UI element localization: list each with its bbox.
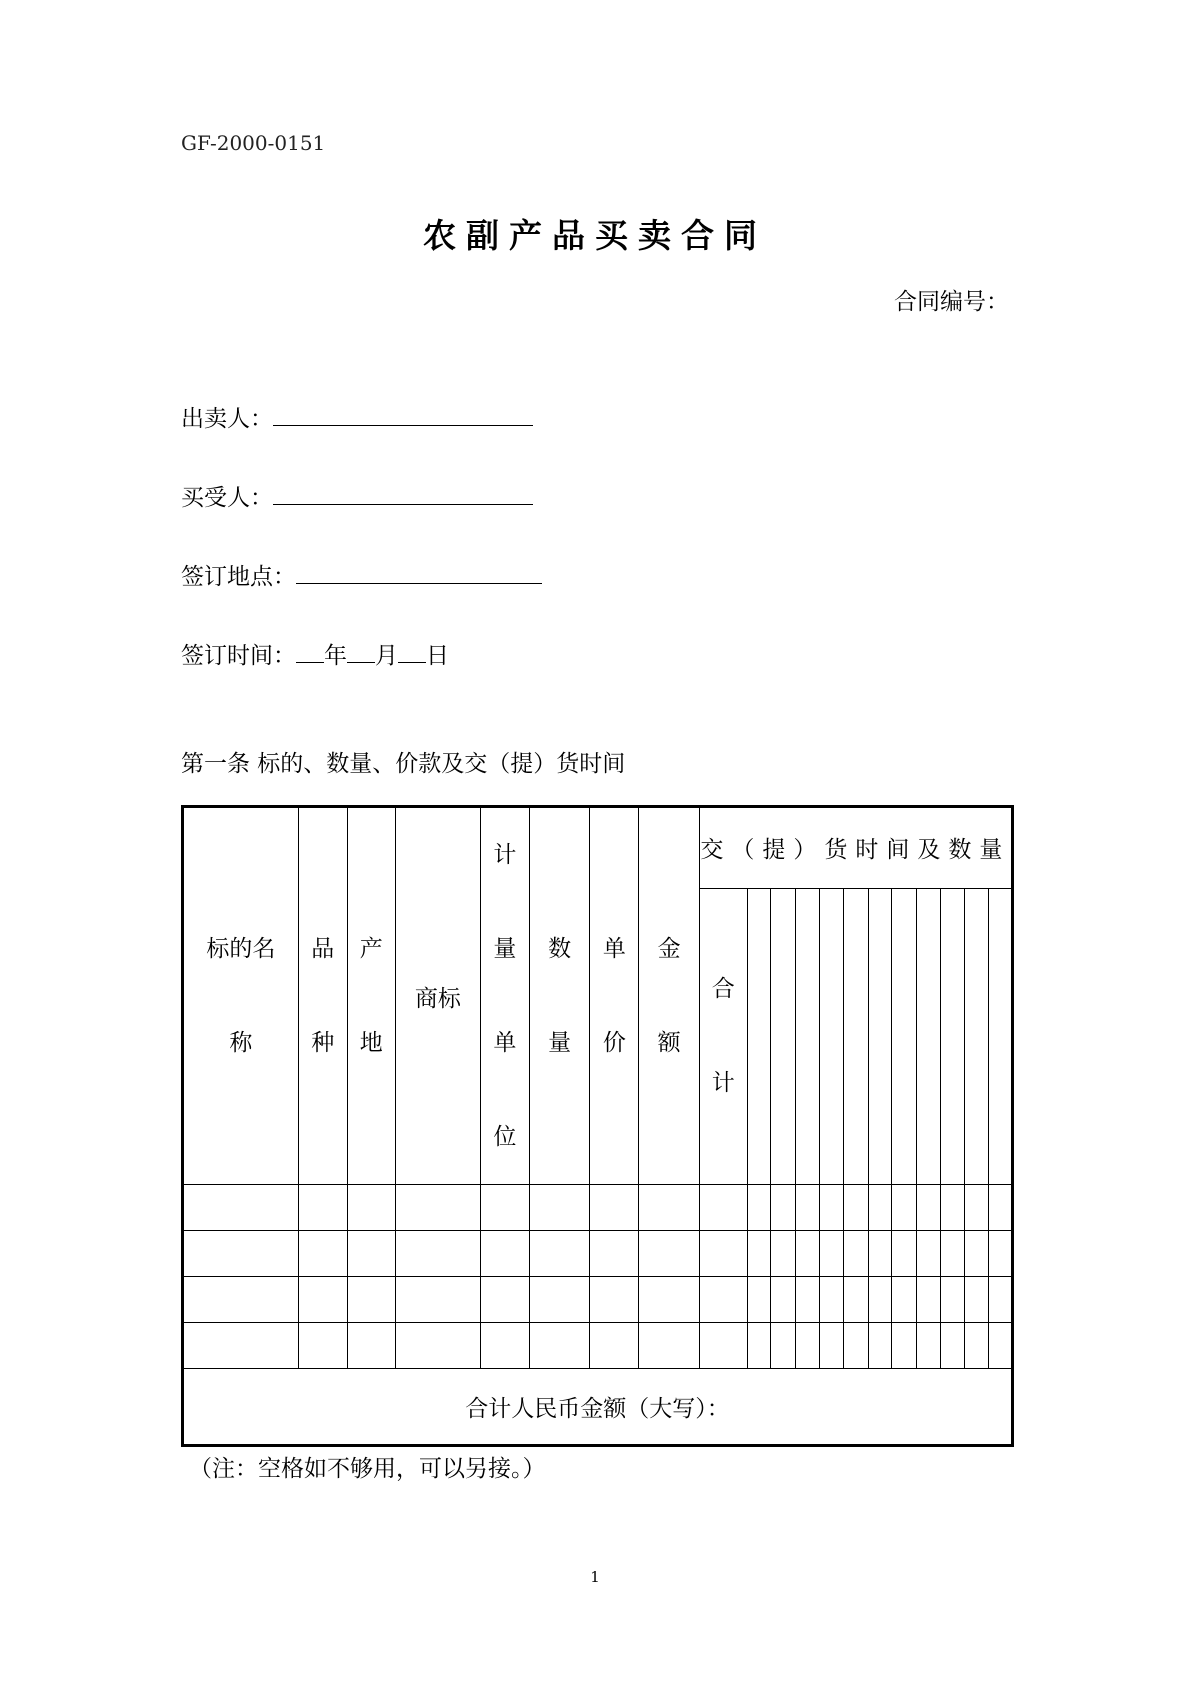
header-variety (298, 807, 347, 1185)
header-unit-price-line1: 单 (602, 936, 626, 962)
table-cell[interactable] (868, 1185, 892, 1231)
header-unit-line4: 位 (493, 1124, 517, 1150)
page-number: 1 (590, 1568, 600, 1586)
table-cell[interactable] (529, 1323, 589, 1369)
table-cell[interactable] (183, 1231, 299, 1277)
day-blank[interactable] (398, 642, 426, 663)
table-cell[interactable] (747, 1323, 771, 1369)
table-cell[interactable] (795, 1185, 820, 1231)
table-cell[interactable] (868, 1277, 892, 1323)
header-item-name-line1: 标的名 (206, 936, 276, 962)
table-cell[interactable] (820, 1185, 844, 1231)
year-label: 年 (324, 643, 347, 669)
table-cell[interactable] (529, 1185, 589, 1231)
table-cell[interactable] (590, 1277, 639, 1323)
month-label: 月 (375, 643, 398, 669)
table-cell[interactable] (298, 1185, 347, 1231)
signing-time-label: 签订时间： (181, 643, 296, 669)
header-delivery-time-quantity: 交（提）货时间及数量 (699, 807, 1012, 889)
table-cell[interactable] (964, 1185, 989, 1231)
table-cell[interactable] (639, 1277, 699, 1323)
table-cell[interactable] (892, 1185, 917, 1231)
header-unit-price (590, 807, 639, 1185)
header-variety-line1: 品 (311, 936, 335, 962)
table-cell[interactable] (795, 1277, 820, 1323)
delivery-sub-col (868, 888, 892, 1184)
header-item-name-line2: 称 (229, 1030, 253, 1056)
table-cell[interactable] (941, 1277, 965, 1323)
table-cell[interactable] (941, 1323, 965, 1369)
table-cell[interactable] (480, 1323, 529, 1369)
seller-label: 出卖人： (181, 406, 273, 432)
header-unit-line1: 计 (493, 842, 517, 868)
table-cell[interactable] (347, 1277, 395, 1323)
table-cell[interactable] (868, 1323, 892, 1369)
table-cell[interactable] (639, 1323, 699, 1369)
signing-place-blank-line[interactable] (296, 563, 542, 584)
table-cell[interactable] (844, 1323, 869, 1369)
delivery-sub-col (820, 888, 844, 1184)
seller-field (181, 400, 533, 433)
day-label: 日 (426, 643, 449, 669)
table-cell[interactable] (916, 1323, 941, 1369)
signing-place-label: 签订地点： (181, 564, 296, 590)
table-cell[interactable] (916, 1277, 941, 1323)
buyer-label: 买受人： (181, 485, 273, 511)
header-total (699, 888, 747, 1184)
table-row (183, 1323, 1013, 1369)
table-cell[interactable] (529, 1277, 589, 1323)
table-cell[interactable] (395, 1231, 480, 1277)
delivery-sub-col (964, 888, 989, 1184)
header-origin-line1: 产 (359, 936, 383, 962)
table-cell[interactable] (347, 1323, 395, 1369)
header-origin (347, 807, 395, 1185)
table-cell[interactable] (771, 1323, 796, 1369)
contract-title: 农副产品买卖合同 (423, 216, 767, 255)
table-cell[interactable] (868, 1231, 892, 1277)
table-cell[interactable] (964, 1323, 989, 1369)
table-cell[interactable] (795, 1231, 820, 1277)
signing-place-field (181, 558, 542, 591)
header-brand: 商标 (395, 807, 480, 1185)
table-cell[interactable] (480, 1277, 529, 1323)
table-cell[interactable] (183, 1185, 299, 1231)
table-cell[interactable] (892, 1323, 917, 1369)
delivery-sub-col (892, 888, 917, 1184)
document-code: GF-2000-0151 (181, 131, 326, 155)
table-cell[interactable] (590, 1323, 639, 1369)
table-cell[interactable] (699, 1277, 747, 1323)
table-cell[interactable] (395, 1185, 480, 1231)
table-row (183, 1231, 1013, 1277)
table-cell[interactable] (941, 1185, 965, 1231)
table-cell[interactable] (989, 1277, 1013, 1323)
table-cell[interactable] (590, 1231, 639, 1277)
table-cell[interactable] (820, 1323, 844, 1369)
table-cell[interactable] (480, 1185, 529, 1231)
table-cell[interactable] (844, 1185, 869, 1231)
table-cell[interactable] (347, 1231, 395, 1277)
year-blank[interactable] (296, 642, 324, 663)
header-unit-price-line2: 价 (602, 1030, 626, 1056)
header-quantity-line2: 量 (548, 1030, 572, 1056)
table-cell[interactable] (892, 1277, 917, 1323)
header-quantity-line1: 数 (548, 936, 572, 962)
header-amount (639, 807, 699, 1185)
table-cell[interactable] (529, 1231, 589, 1277)
table-cell[interactable] (699, 1185, 747, 1231)
delivery-sub-col (941, 888, 965, 1184)
table-cell[interactable] (639, 1185, 699, 1231)
header-item-name (183, 807, 299, 1185)
delivery-sub-col (916, 888, 941, 1184)
table-cell[interactable] (347, 1185, 395, 1231)
table-cell[interactable] (941, 1231, 965, 1277)
header-amount-line2: 额 (657, 1030, 681, 1056)
header-unit-line3: 单 (493, 1030, 517, 1056)
delivery-sub-col (771, 888, 796, 1184)
table-cell[interactable] (964, 1231, 989, 1277)
table-row (183, 1277, 1013, 1323)
table-cell[interactable] (747, 1277, 771, 1323)
table-header-row-1 (183, 807, 1013, 889)
header-origin-line2: 地 (359, 1030, 383, 1056)
header-quantity (529, 807, 589, 1185)
table-cell[interactable] (989, 1231, 1013, 1277)
table-cell[interactable] (298, 1277, 347, 1323)
table-cell[interactable] (771, 1185, 796, 1231)
table-cell[interactable] (480, 1231, 529, 1277)
section-one-title: 第一条 标的、数量、价款及交（提）货时间 (181, 751, 626, 777)
table-cell[interactable] (298, 1231, 347, 1277)
month-blank[interactable] (347, 642, 375, 663)
table-cell[interactable] (590, 1185, 639, 1231)
header-total-line1: 合 (711, 976, 735, 1003)
table-cell[interactable] (795, 1323, 820, 1369)
buyer-blank-line[interactable] (273, 484, 533, 505)
table-cell[interactable] (820, 1231, 844, 1277)
table-cell[interactable] (892, 1231, 917, 1277)
goods-table (181, 805, 1014, 1447)
header-total-line2: 计 (711, 1070, 735, 1097)
signing-time-field (181, 637, 449, 670)
table-cell[interactable] (183, 1323, 299, 1369)
total-amount-label[interactable]: 合计人民币金额（大写）： (183, 1369, 1013, 1446)
table-cell[interactable] (747, 1231, 771, 1277)
table-cell[interactable] (844, 1277, 869, 1323)
table-cell[interactable] (395, 1277, 480, 1323)
total-amount-row (183, 1369, 1013, 1446)
table-cell[interactable] (964, 1277, 989, 1323)
table-cell[interactable] (820, 1277, 844, 1323)
delivery-sub-col (795, 888, 820, 1184)
buyer-field (181, 479, 533, 512)
table-cell[interactable] (989, 1323, 1013, 1369)
table-cell[interactable] (771, 1277, 796, 1323)
table-cell[interactable] (747, 1185, 771, 1231)
header-unit-line2: 量 (493, 936, 517, 962)
table-cell[interactable] (699, 1323, 747, 1369)
header-variety-line2: 种 (311, 1030, 335, 1056)
header-amount-line1: 金 (657, 936, 681, 962)
delivery-sub-col (989, 888, 1013, 1184)
table-cell[interactable] (639, 1231, 699, 1277)
table-cell[interactable] (844, 1231, 869, 1277)
delivery-sub-col (747, 888, 771, 1184)
delivery-sub-col (844, 888, 869, 1184)
table-note: （注：空格如不够用，可以另接。） (189, 1456, 546, 1482)
table-cell[interactable] (916, 1185, 941, 1231)
header-unit (480, 807, 529, 1185)
table-cell[interactable] (395, 1323, 480, 1369)
table-row (183, 1185, 1013, 1231)
contract-number-label: 合同编号： (894, 289, 1009, 315)
seller-blank-line[interactable] (273, 405, 533, 426)
table-cell[interactable] (699, 1231, 747, 1277)
table-cell[interactable] (183, 1277, 299, 1323)
table-cell[interactable] (771, 1231, 796, 1277)
table-cell[interactable] (916, 1231, 941, 1277)
table-cell[interactable] (298, 1323, 347, 1369)
table-cell[interactable] (989, 1185, 1013, 1231)
